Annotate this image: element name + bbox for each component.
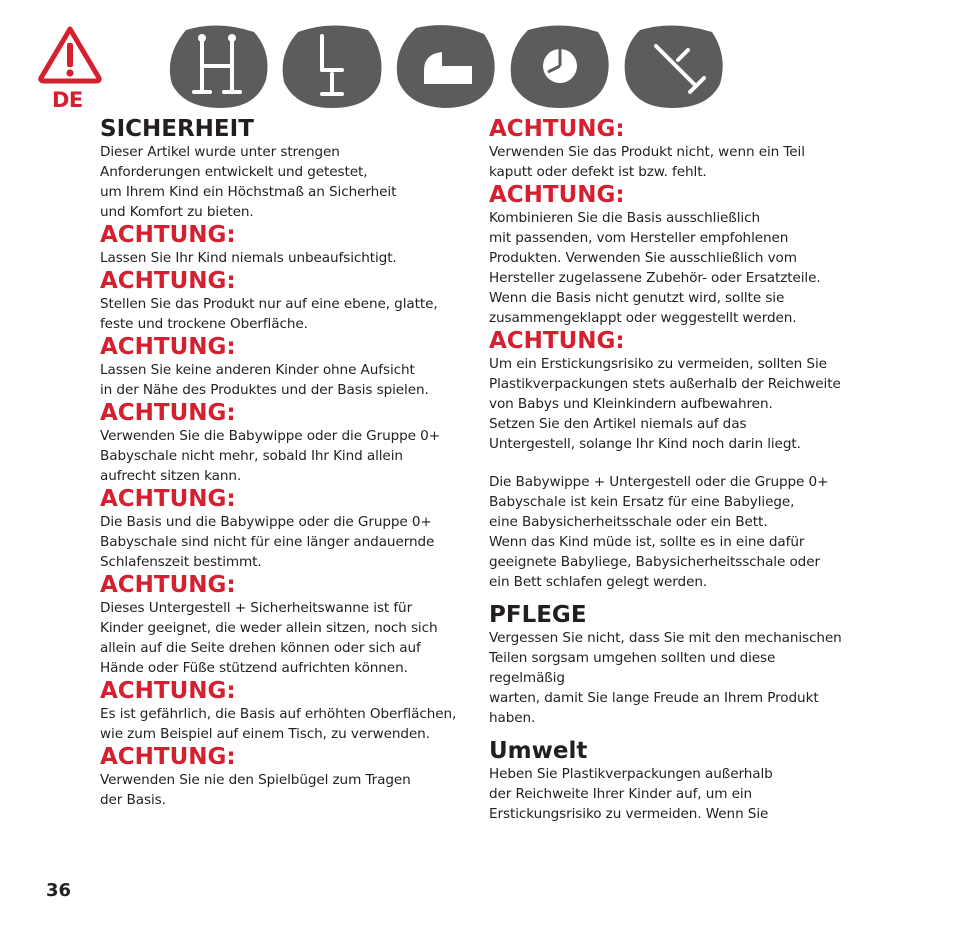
section	[100, 678, 460, 744]
warning-heading: ACHTUNG:	[100, 678, 236, 704]
chair-frame-icon	[280, 22, 386, 110]
section-text: Heben Sie Plastikverpackungen außerhalb der Reichweite Ihrer Kinder auf, um ein Erstickungsrisiko zu vermeiden. Wenn Sie	[489, 766, 773, 822]
section	[489, 182, 849, 328]
section-text: Die Basis und die Babywippe oder die Gruppe 0+ Babyschale sind nicht für eine länger andauernde Schlafenszeit bestimmt.	[100, 514, 435, 570]
standing-frame-icon	[166, 22, 272, 110]
warning-heading: ACHTUNG:	[489, 328, 625, 354]
section	[489, 602, 849, 728]
section-text: Es ist gefährlich, die Basis auf erhöhten Oberflächen, wie zum Beispiel auf einem Tisch, zu verwenden.	[100, 706, 457, 742]
section	[100, 400, 460, 486]
rocker-icon	[508, 22, 614, 110]
warning-heading: ACHTUNG:	[100, 486, 236, 512]
section-text: Lassen Sie keine anderen Kinder ohne Aufsicht in der Nähe des Produktes und der Basis spielen.	[100, 362, 429, 398]
section-text: Um ein Erstickungsrisiko zu vermeiden, sollten Sie Plastikverpackungen stets außerhalb der Reichweite von Babys und Kleinkindern aufbewahren. Setzen Sie den Artikel niemals auf das Untergestell, solange Ihr Kind noch darin liegt.	[489, 356, 841, 452]
right-column	[489, 116, 849, 824]
language-badge: DE	[52, 88, 83, 112]
section-text: Verwenden Sie die Babywippe oder die Gruppe 0+ Babyschale nicht mehr, sobald Ihr Kind allein aufrecht sitzen kann.	[100, 428, 440, 484]
warning-triangle-icon	[38, 26, 102, 84]
warning-heading: ACHTUNG:	[489, 116, 625, 142]
section-heading: SICHERHEIT	[100, 116, 254, 142]
warning-heading: ACHTUNG:	[100, 744, 236, 770]
section-text: Verwenden Sie nie den Spielbügel zum Tragen der Basis.	[100, 772, 411, 808]
section-text: Lassen Sie Ihr Kind niemals unbeaufsichtigt.	[100, 250, 397, 266]
section	[489, 738, 849, 824]
section-text: Stellen Sie das Produkt nur auf eine ebene, glatte, feste und trockene Oberfläche.	[100, 296, 438, 332]
carrycot-icon	[394, 22, 500, 110]
section	[100, 334, 460, 400]
section-text: Kombinieren Sie die Basis ausschließlich mit passenden, vom Hersteller empfohlenen Produkten. Verwenden Sie ausschließlich vom Hersteller zugelassene Zubehör- oder Ersatzteile. Wenn die Basis nicht genutzt wird, sollte sie zusammengeklappt oder weggestellt werden.	[489, 210, 821, 326]
warning-heading: ACHTUNG:	[100, 334, 236, 360]
section-heading: Umwelt	[489, 738, 588, 764]
section	[489, 116, 849, 182]
section-text: Verwenden Sie das Produkt nicht, wenn ein Teil kaputt oder defekt ist bzw. fehlt.	[489, 144, 805, 180]
section-text: Vergessen Sie nicht, dass Sie mit den mechanischen Teilen sorgsam umgehen sollten und diese regelmäßig warten, damit Sie lange Freude an Ihrem Produkt haben.	[489, 630, 842, 726]
warning-heading: ACHTUNG:	[100, 222, 236, 248]
section-heading: PFLEGE	[489, 602, 587, 628]
section	[100, 222, 460, 268]
warning-heading: ACHTUNG:	[100, 400, 236, 426]
section-text: Die Babywippe + Untergestell oder die Gruppe 0+ Babyschale ist kein Ersatz für eine Babyliege, eine Babysicherheitsschale oder ein Bett. Wenn das Kind müde ist, sollte es in eine dafür geeignete Babyliege, Babysicherheitsschale oder ein Bett schlafen gelegt werden.	[489, 474, 829, 590]
section-text: Dieser Artikel wurde unter strengen Anforderungen entwickelt und getestet, um Ihrem Kind ein Höchstmaß an Sicherheit und Komfort zu bieten.	[100, 144, 397, 220]
warning-heading: ACHTUNG:	[489, 182, 625, 208]
left-column	[100, 116, 460, 810]
page-number: 36	[46, 880, 72, 901]
section	[100, 268, 460, 334]
section-text: Dieses Untergestell + Sicherheitswanne ist für Kinder geeignet, die weder allein sitzen, noch sich allein auf die Seite drehen können oder sich auf Hände oder Füße stützend aufrichten können.	[100, 600, 438, 676]
section	[100, 116, 460, 222]
warning-heading: ACHTUNG:	[100, 572, 236, 598]
section	[100, 572, 460, 678]
folded-frame-icon	[622, 22, 728, 110]
section	[489, 328, 849, 592]
warning-heading: ACHTUNG:	[100, 268, 236, 294]
section	[100, 486, 460, 572]
section	[100, 744, 460, 810]
